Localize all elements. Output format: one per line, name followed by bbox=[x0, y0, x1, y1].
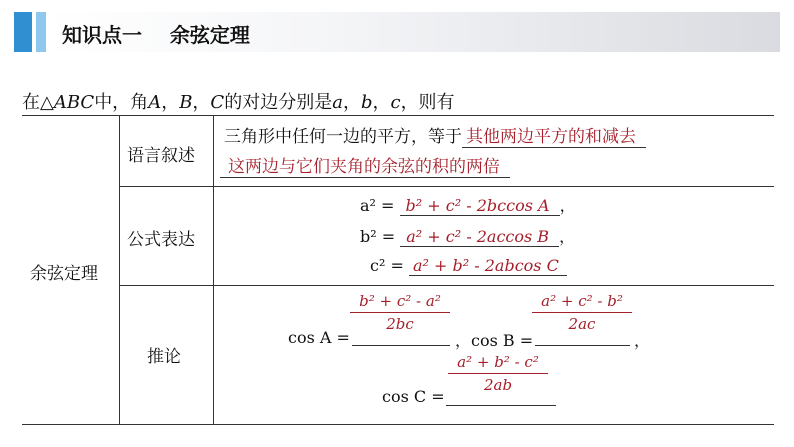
language-answer-1: 其他两边平方的和减去 bbox=[462, 127, 646, 148]
theorem-label: 余弦定理 bbox=[30, 264, 98, 284]
cosB-fraction bbox=[532, 292, 632, 333]
intro-sentence: 在△ABC中，角A，B，C的对边分别是a，b，c，则有 bbox=[22, 92, 455, 113]
cosA-fraction bbox=[350, 292, 450, 333]
cosB-denominator: 2ac bbox=[568, 315, 596, 333]
formula-c-answer: a² + b² - 2abcos C bbox=[409, 256, 567, 276]
section-header bbox=[0, 0, 794, 64]
table-divider-col2 bbox=[213, 115, 214, 424]
language-line-2 bbox=[220, 152, 510, 177]
formula-c-squared: c² = a² + b² - 2abcos C bbox=[370, 256, 567, 275]
table-top-border bbox=[22, 115, 774, 116]
formula-a-squared: a² = b² + c² - 2bccos A ， bbox=[360, 196, 576, 215]
formula-b-squared: b² = a² + c² - 2accos B ， bbox=[360, 227, 576, 246]
table-bottom-border bbox=[22, 424, 774, 425]
cosC-fraction bbox=[448, 353, 548, 394]
header-accent-bar-light bbox=[36, 12, 46, 52]
table-row-divider-2 bbox=[119, 285, 774, 286]
cosB-blank-line bbox=[535, 345, 630, 346]
cosC-numerator: a² + b² - c² bbox=[448, 353, 548, 374]
cosA-label: cos A = bbox=[288, 328, 350, 347]
row-label-language: 语言叙述 bbox=[127, 146, 195, 166]
table-row-divider-1 bbox=[119, 186, 774, 187]
cosA-numerator: b² + c² - a² bbox=[350, 292, 450, 313]
formula-a-answer: b² + c² - 2bccos A bbox=[400, 196, 560, 216]
cosC-denominator: 2ab bbox=[483, 376, 513, 394]
cosA-denominator: 2bc bbox=[386, 315, 414, 333]
cosB-label: ，cos B = bbox=[455, 331, 534, 350]
cosC-blank-line bbox=[446, 405, 556, 406]
cosB-end: ， bbox=[634, 331, 651, 350]
language-line-1: 三角形中任何一边的平方，等于 其他两边平方的和减去 bbox=[224, 122, 646, 147]
language-answer-2: 这两边与它们夹角的余弦的积的两倍 bbox=[220, 157, 510, 178]
cosA-blank-line bbox=[352, 345, 450, 346]
formula-b-answer: a² + c² - 2accos B bbox=[400, 227, 559, 247]
cosB-numerator: a² + c² - b² bbox=[532, 292, 632, 313]
section-title bbox=[62, 19, 250, 48]
section-topic: 余弦定理 bbox=[169, 23, 250, 47]
row-label-formula: 公式表达 bbox=[127, 230, 195, 250]
cosC-label: cos C = bbox=[382, 387, 445, 406]
section-number: 知识点一 bbox=[62, 23, 142, 47]
row-label-corollary: 推论 bbox=[147, 347, 181, 367]
header-accent-bar bbox=[14, 12, 32, 52]
table-divider-col1 bbox=[119, 115, 120, 424]
